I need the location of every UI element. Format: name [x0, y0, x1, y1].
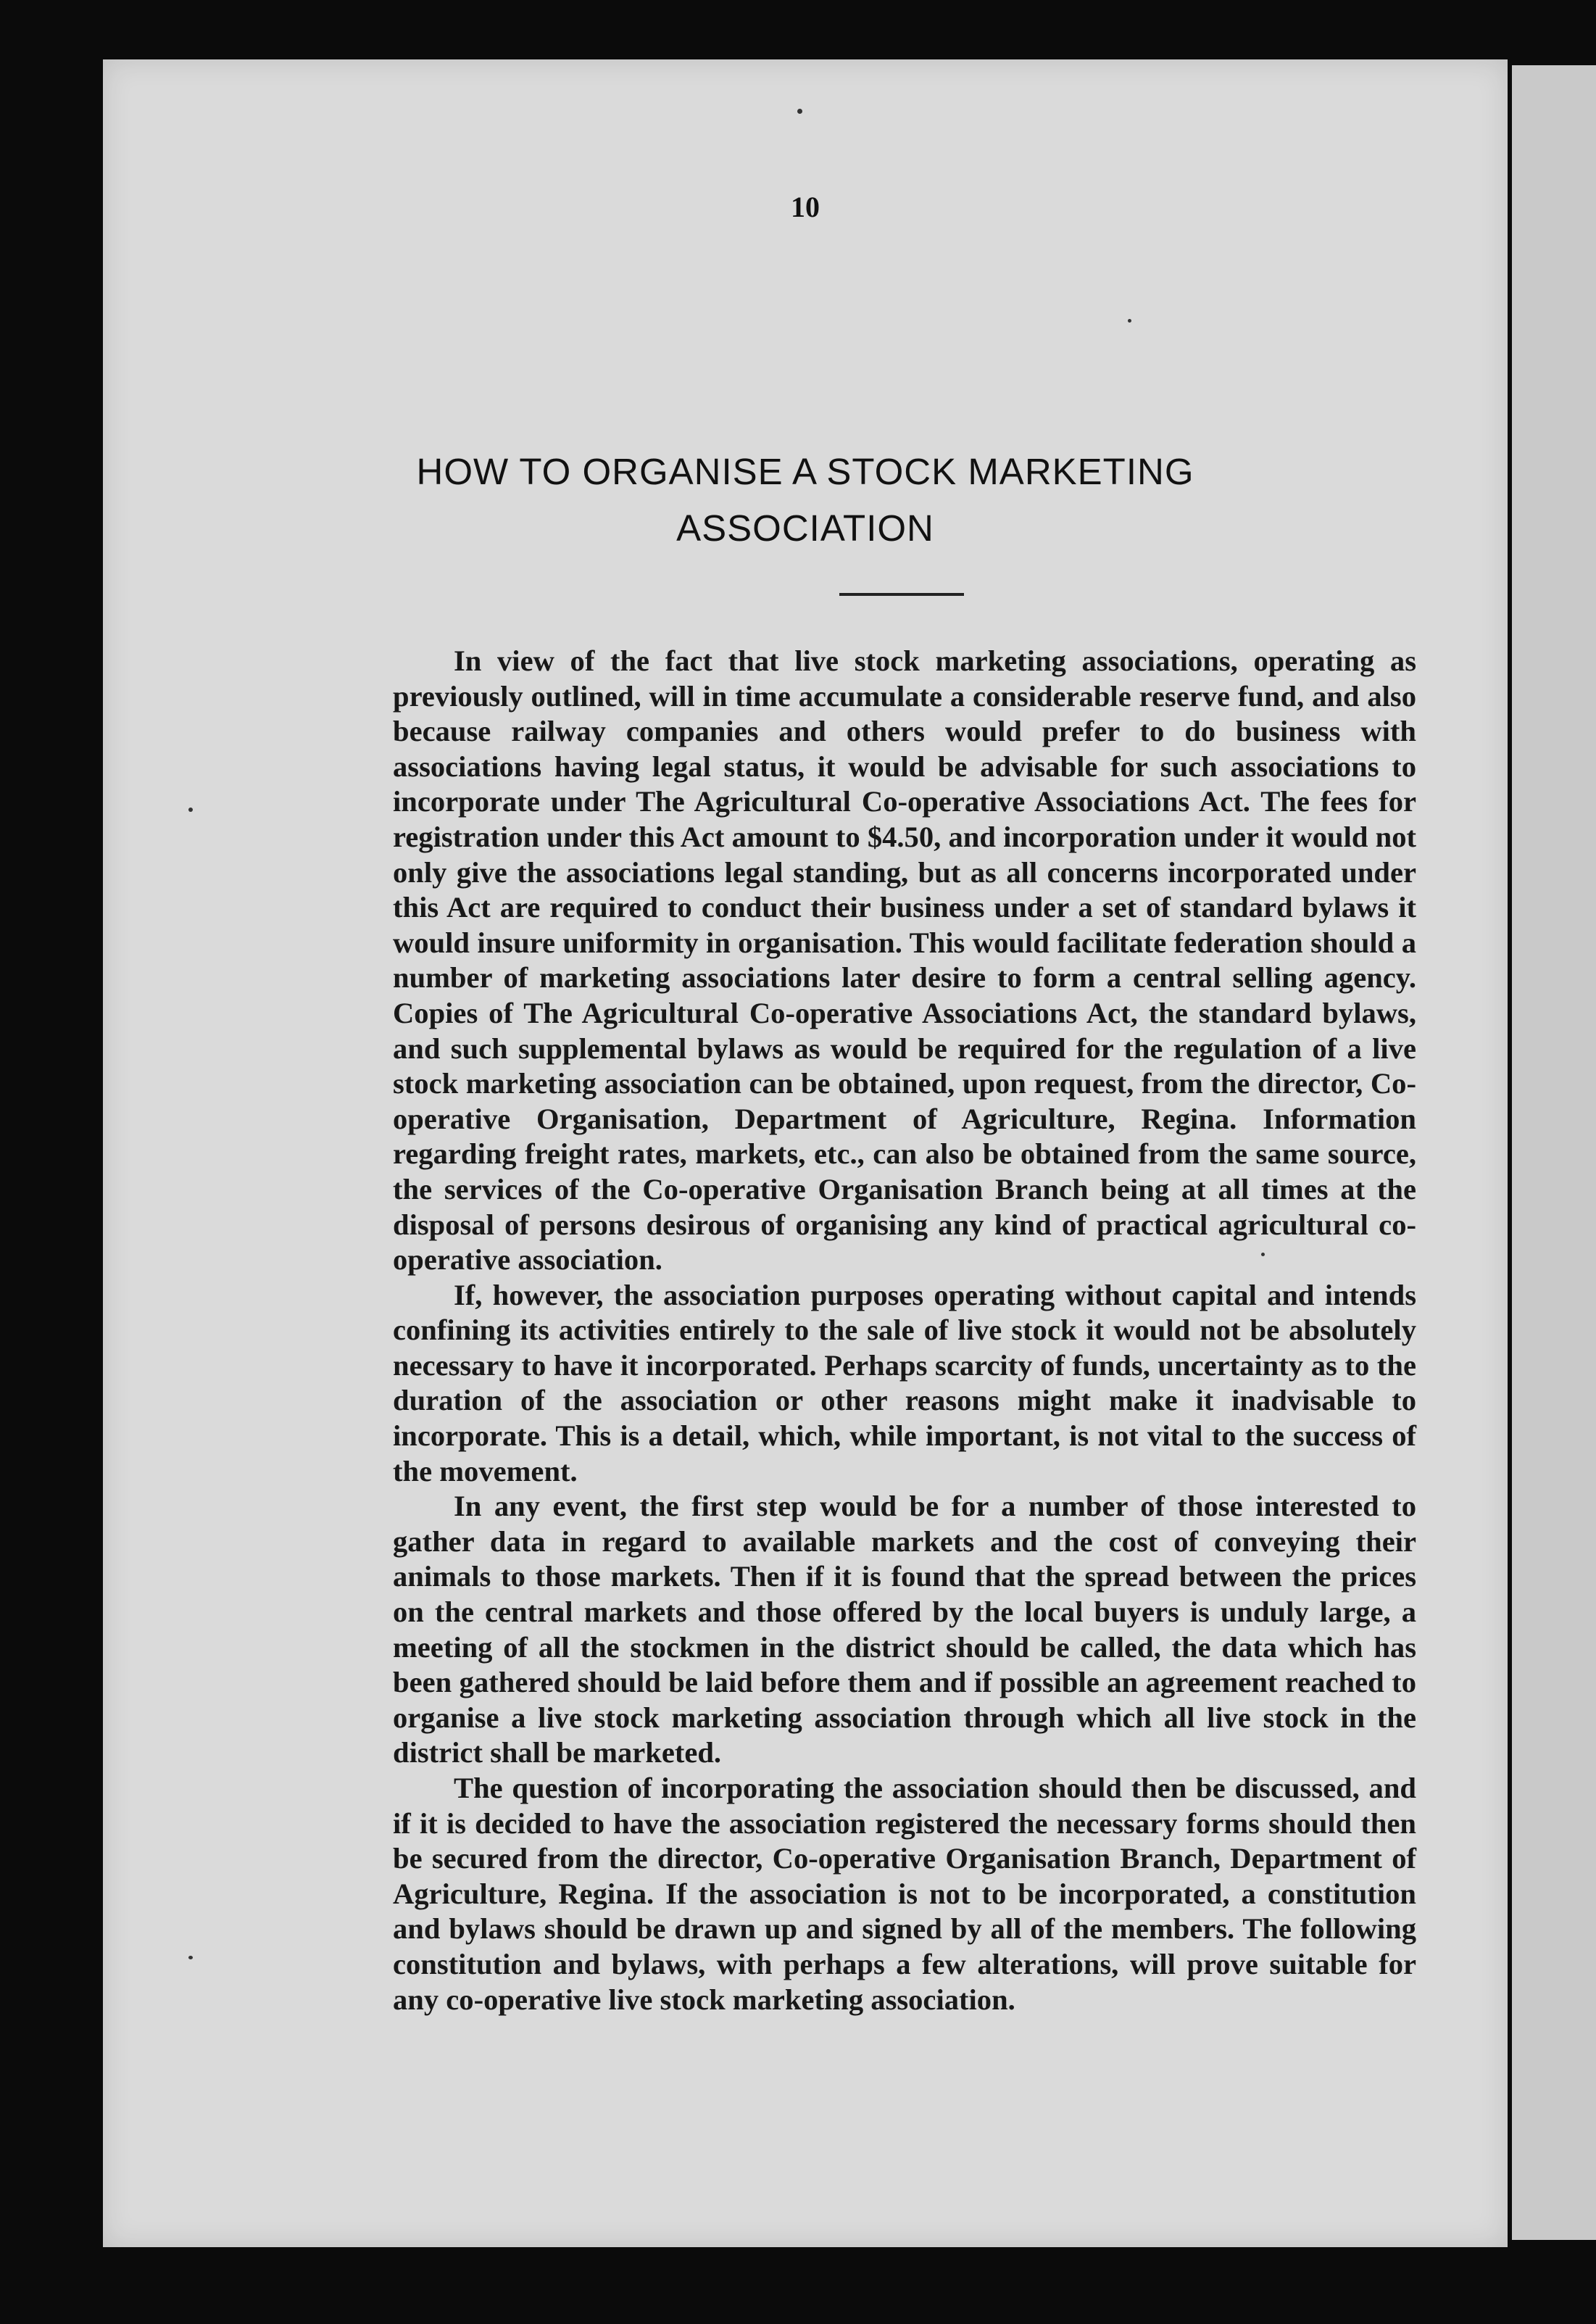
body-text	[393, 644, 1416, 2017]
scan-speck	[188, 1956, 193, 1959]
page-title-line-1: HOW TO ORGANISE A STOCK MARKETING	[416, 451, 1194, 492]
title-divider	[839, 593, 964, 596]
scan-speck	[188, 808, 193, 812]
scanned-page	[103, 59, 1508, 2247]
paragraph-2: If, however, the association purposes operating without capital and intends confining its activities entirely to the sale of live stock it would not be absolutely necessary to have it incorporated. Perhaps scarcity of funds, uncertainty as to the duration of the association or other reasons might make it inadvisable to incorporate. This is a detail, which, while important, is not vital to the success of the movement.	[393, 1278, 1416, 1487]
paragraph-1: In view of the fact that live stock marketing associations, operating as previously outlined, will in time accumulate a considerable reserve fund, and also because railway companies and others would prefer to do business with associations having legal status, it would be advisable for such associations to incorporate under The Agricultural Co-operative Associations Act. The fees for registration under this Act amount to $4.50, and incorporation under it would not only give the associations legal standing, but as all concerns incorporated under this Act are required to conduct their business under a set of standard bylaws it would insure uniformity in organisation. This would facilitate federation should a number of marketing associations later desire to form a central selling agency. Copies of The Agricultural Co-operative Associations Act, the standard bylaws, and such supplemental bylaws as would be required for the regulation of a live stock marketing association can be obtained, upon request, from the director, Co-operative Organisation, Department of Agriculture, Regina. Information regarding freight rates, markets, etc., can also be obtained from the same source, the services of the Co-operative Organisation Branch being at all times at the disposal of persons desirous of organising any kind of practical agricultural co-operative association.	[393, 644, 1416, 1277]
paragraph-4: The question of incorporating the association should then be discussed, and if it is decided to have the association registered the necessary forms should then be secured from the director, Co-operative Organisation Branch, Department of Agriculture, Regina. If the association is not to be incorporated, a constitution and bylaws should be drawn up and signed by all of the members. The following constitution and bylaws, with perhaps a few alterations, will prove suitable for any co-operative live stock marketing association.	[393, 1772, 1416, 2016]
scan-speck	[797, 109, 802, 114]
page-title-line-2: ASSOCIATION	[676, 507, 934, 549]
adjacent-page-edge	[1512, 65, 1596, 2240]
page-number: 10	[791, 191, 820, 223]
scan-speck	[1128, 319, 1131, 323]
page-title	[103, 444, 1508, 557]
paragraph-3: In any event, the first step would be for a number of those interested to gather data in regard to available markets and the cost of conveying their animals to those markets. Then if it is found that the spread between the prices on the central markets and those offered by the local buyers is unduly large, a meeting of all the stockmen in the district should be called, the data which has been gathered should be laid before them and if possible an agreement reached to organise a live stock marketing association through which all live stock in the district shall be marketed.	[393, 1490, 1416, 1769]
scan-speck	[1261, 1253, 1265, 1256]
